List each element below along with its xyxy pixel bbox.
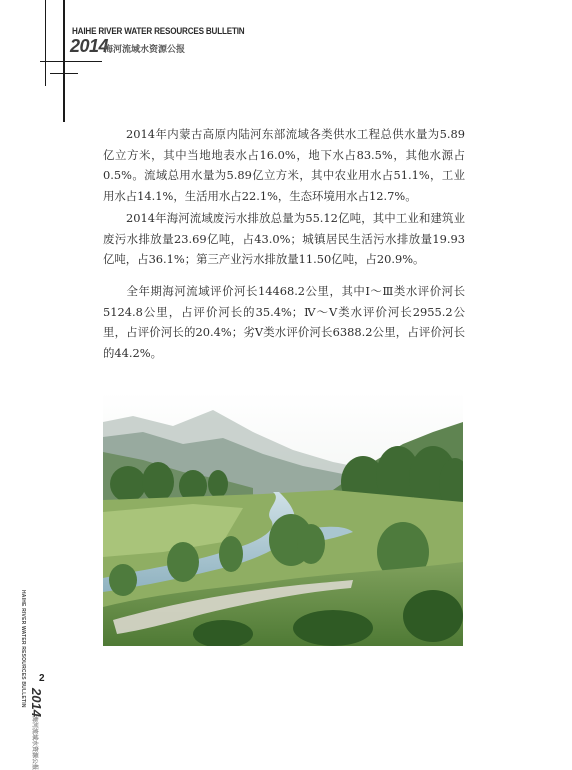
header-chinese-title: 海河流域水资源公报 — [104, 45, 186, 55]
header-year: 2014 — [70, 36, 109, 56]
sidebar-english-title-text: HAIHE RIVER WATER RESOURCES BULLETIN — [20, 590, 26, 708]
sidebar-chinese-title: 海河流域水资源公报 — [31, 716, 38, 770]
paragraph-text: 2014年内蒙古高原内陆河东部流域各类供水工程总供水量为5.89亿立方米，其中当地地表水占16.0%，地下水占83.5%，其他水源占0.5%。流域总用水量为5.89亿立方米，其中农业用水占51.1%，工业用水占14.1%，生活用水占22.1%，生态环境用水占12.7%。 — [103, 127, 465, 203]
sidebar-year: 2014 — [29, 688, 44, 717]
page-number: 2 — [39, 673, 45, 684]
crop-mark-horizontal-top — [40, 61, 102, 62]
paragraph-text: 全年期海河流域评价河长14468.2公里，其中Ⅰ～Ⅲ类水评价河长5124.8公里，占评价河长的35.4%；Ⅳ～Ⅴ类水评价河长2955.2公里，占评价河长的20.4%；劣Ⅴ类水评价河长6388.2公里，占评价河长的44.2%。 — [103, 284, 465, 360]
paragraph-wastewater — [103, 208, 465, 270]
paragraph-water-supply — [103, 124, 465, 206]
paragraph-river-evaluation — [103, 281, 465, 363]
header-english-title: HAIHE RIVER WATER RESOURCES BULLETIN — [72, 26, 245, 36]
river-landscape-photo — [103, 392, 463, 646]
crop-mark-horizontal-bottom — [50, 73, 78, 74]
sidebar-english-title — [16, 580, 26, 708]
paragraph-text: 2014年海河流域废污水排放总量为55.12亿吨，其中工业和建筑业废污水排放量23.69亿吨，占43.0%；城镇居民生活污水排放量19.93亿吨，占36.1%；第三产业污水排放量11.50亿吨，占20.9%。 — [103, 211, 465, 267]
crop-mark-vertical-left — [45, 0, 46, 86]
